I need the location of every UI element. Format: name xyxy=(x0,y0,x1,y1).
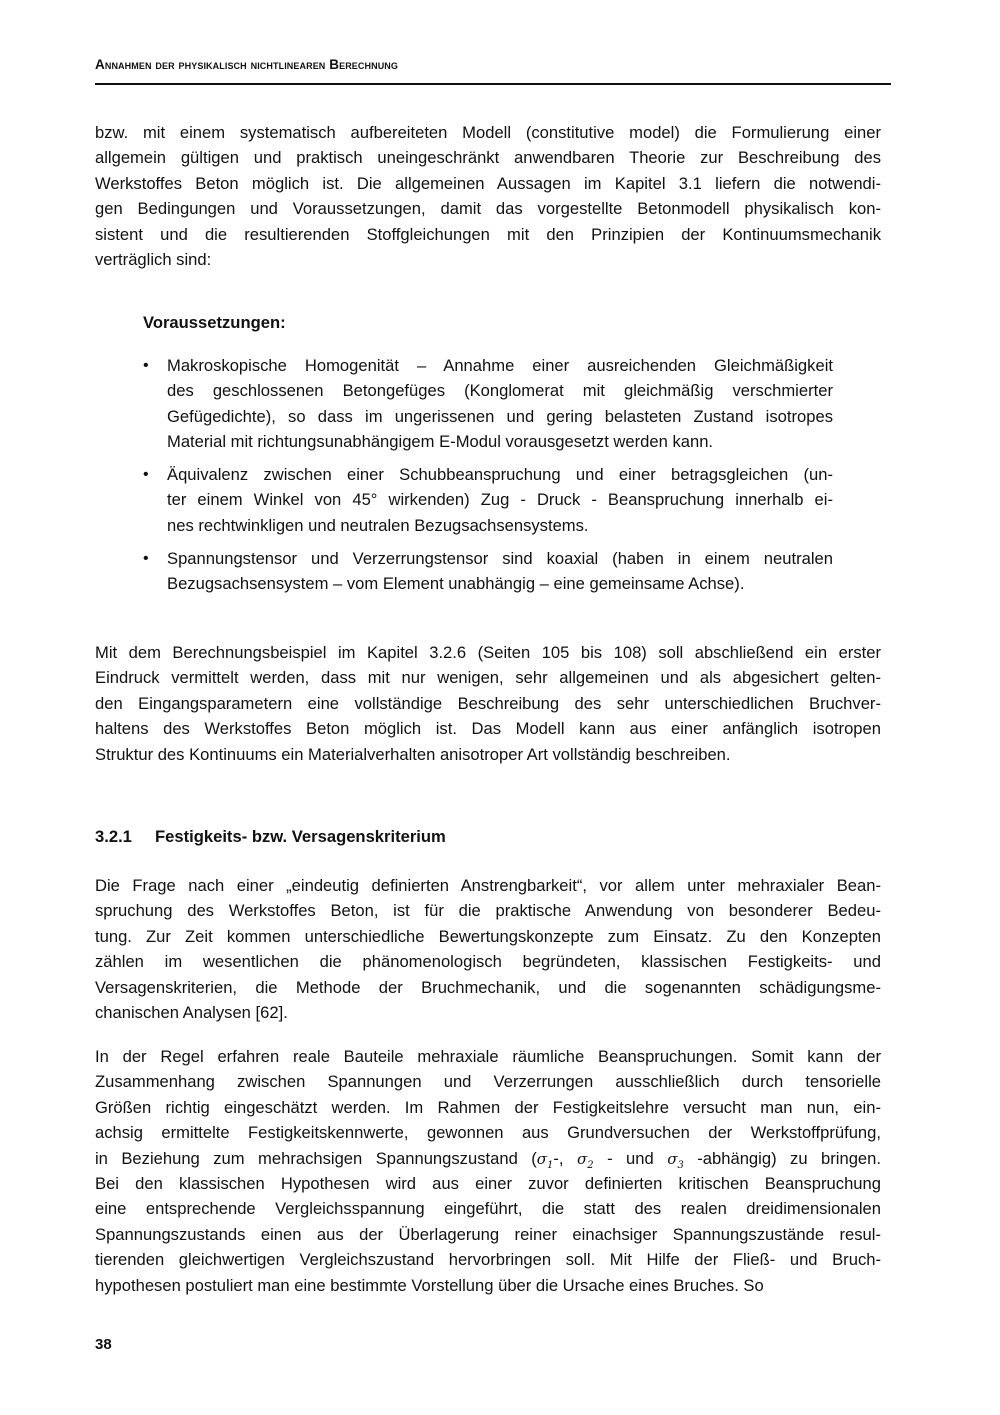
section-heading xyxy=(95,827,446,847)
text-line: eine entsprechende Vergleichsspannung eingeführt, die statt des realen dreidimensionalen xyxy=(95,1199,881,1219)
text-line: nes rechtwinkligen und neutralen Bezugsachsensystems. xyxy=(167,515,589,535)
text-segment: in Beziehung zum mehrachsigen Spannungszustand ( xyxy=(95,1148,537,1168)
text-line: Gefügedichte), so dass im ungerissenen und gering belasteten Zustand isotropes xyxy=(167,406,833,426)
prerequisites-heading: Voraussetzungen: xyxy=(143,313,286,332)
text-line: chanischen Analysen [62]. xyxy=(95,1002,288,1022)
text-line: hypothesen postuliert man eine bestimmte Vorstellung über die Ursache eines Bruches. So xyxy=(95,1275,764,1295)
text-line: Versagenskriterien, die Methode der Bruchmechanik, und die sogenannten schädigungsme- xyxy=(95,977,881,997)
text-line: achsig ermittelte Festigkeitskennwerte, gewonnen aus Grundversuchen der Werkstoffprüfung, xyxy=(95,1123,881,1143)
sigma-letter: σ xyxy=(667,1149,678,1168)
sigma-symbol xyxy=(667,1149,684,1171)
text-line: zählen im wesentlichen die phänomenologisch begründeten, klassischen Festigkeits- und xyxy=(95,952,881,972)
text-line: haltens des Werkstoffes Beton möglich ist. Das Modell kann aus einer anfänglich isotropen xyxy=(95,719,881,739)
text-line: tung. Zur Zeit kommen unterschiedliche Bewertungskonzepte zum Einsatz. Zu den Konzepten xyxy=(95,926,881,946)
text-line: Eindruck vermittelt werden, dass mit nur wenigen, sehr allgemeinen und als abgesichert gelten- xyxy=(95,668,881,688)
text-line: gen Bedingungen und Voraussetzungen, damit das vorgestellte Betonmodell physikalisch kon- xyxy=(95,199,881,219)
bullet-item xyxy=(143,462,833,538)
text-line: bzw. mit einem systematisch aufbereiteten Modell (constitutive model) die Formulierung einer xyxy=(95,123,881,142)
section-title: Festigkeits- bzw. Versagenskriterium xyxy=(155,827,446,846)
text-line: Größen richtig eingeschätzt werden. Im Rahmen der Festigkeitslehre versucht man nun, ein- xyxy=(95,1097,881,1117)
text-line: In der Regel erfahren reale Bauteile mehraxiale räumliche Beanspruchungen. Somit kann der xyxy=(95,1047,881,1066)
text-line: Spannungstensor und Verzerrungstensor sind koaxial (haben in einem neutralen xyxy=(167,549,833,568)
page-number: 38 xyxy=(95,1336,112,1353)
text-line: Material mit richtungsunabhängigem E-Modul vorausgesetzt werden kann. xyxy=(167,432,714,452)
text-line: tierenden gleichwertigen Vergleichszustand hervorbringen soll. Mit Hilfe der Fließ- und Bruch- xyxy=(95,1250,881,1270)
text-line: Bei den klassischen Hypothesen wird aus einer zuvor definierten kritischen Beanspruchung xyxy=(95,1173,881,1193)
text-line: den Eingangsparametern eine vollständige Beschreibung des sehr unterschiedlichen Bruchver- xyxy=(95,693,881,713)
paragraph xyxy=(95,640,881,767)
text-line: Die Frage nach einer „eindeutig definierten Anstrengbarkeit“, vor allem unter mehraxialer Bean- xyxy=(95,876,881,895)
sigma-letter: σ xyxy=(577,1149,588,1168)
bullet-item xyxy=(143,353,833,455)
text-line: Mit dem Berechnungsbeispiel im Kapitel 3.2.6 (Seiten 105 bis 108) soll abschließend ein erster xyxy=(95,643,881,662)
text-segment: -, xyxy=(553,1148,577,1168)
text-line xyxy=(95,1146,881,1171)
sigma-index: 3 xyxy=(677,1159,684,1171)
text-line: allgemein gültigen und praktisch uneingeschränkt anwendbaren Theorie zur Beschreibung des xyxy=(95,148,881,168)
header-rule xyxy=(95,83,891,85)
text-line: Werkstoffes Beton möglich ist. Die allgemeinen Aussagen im Kapitel 3.1 liefern die notwendi- xyxy=(95,173,881,193)
text-line: verträglich sind: xyxy=(95,249,212,269)
text-segment: -abhängig) zu bringen. xyxy=(683,1148,881,1168)
text-line: Spannungszustands einen aus der Überlagerung reiner einachsiger Spannungszustände resul- xyxy=(95,1224,881,1244)
bullet-icon: • xyxy=(143,550,149,567)
sigma-letter: σ xyxy=(536,1149,548,1168)
text-line: Struktur des Kontinuums ein Materialverhalten anisotroper Art vollständig beschreiben. xyxy=(95,744,731,764)
sigma-symbol xyxy=(577,1149,594,1171)
text-line: des geschlossenen Betongefüges (Konglomerat mit gleichmäßig verschmierter xyxy=(167,381,833,401)
paragraph xyxy=(95,120,881,272)
paragraph xyxy=(95,1044,881,1298)
text-line: sistent und die resultierenden Stoffgleichungen mit den Prinzipien der Kontinuumsmechanik xyxy=(95,224,881,244)
sigma-symbol xyxy=(536,1149,554,1171)
text-line: spruchung des Werkstoffes Beton, ist für die praktische Anwendung von besonderer Bedeu- xyxy=(95,901,881,921)
text-line: Makroskopische Homogenität – Annahme einer ausreichenden Gleichmäßigkeit xyxy=(167,356,833,375)
bullet-item xyxy=(143,546,833,597)
bullet-icon: • xyxy=(143,466,149,483)
text-line: Bezugsachsensystem – vom Element unabhängig – eine gemeinsame Achse). xyxy=(167,574,745,594)
sigma-index: 2 xyxy=(587,1159,594,1171)
text-segment: - und xyxy=(593,1148,668,1168)
sigma-index: 1 xyxy=(547,1159,554,1171)
paragraph xyxy=(95,873,881,1025)
section-number: 3.2.1 xyxy=(95,827,132,846)
running-header: Annahmen der physikalisch nichtlinearen Berechnung xyxy=(95,57,399,72)
text-line: Äquivalenz zwischen einer Schubbeanspruchung und einer betragsgleichen (un- xyxy=(167,465,833,484)
text-line: ter einem Winkel von 45° wirkenden) Zug - Druck - Beanspruchung innerhalb ei- xyxy=(167,490,833,510)
text-line: Zusammenhang zwischen Spannungen und Verzerrungen ausschließlich durch tensorielle xyxy=(95,1072,881,1092)
bullet-icon: • xyxy=(143,357,149,374)
